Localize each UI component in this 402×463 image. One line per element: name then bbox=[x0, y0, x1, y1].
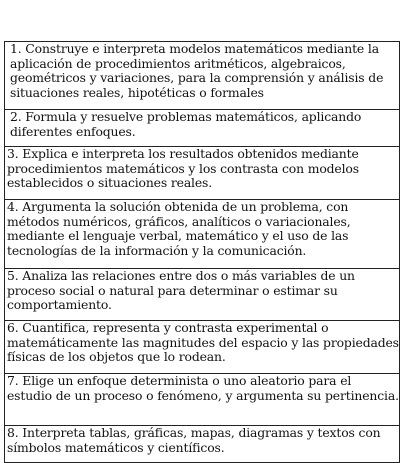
table-row bbox=[5, 321, 400, 374]
competencias-table bbox=[4, 41, 400, 463]
competencia-6: 6. Cuantifica, representa y contrasta experimental o matemáticamente las magnitudes del espacio y las propiedades físicas de los objetos que lo rodean. bbox=[5, 321, 400, 374]
table-row bbox=[5, 426, 400, 463]
table-row bbox=[5, 42, 400, 110]
competencia-8: 8. Interpreta tablas, gráficas, mapas, diagramas y textos con símbolos matemáticos y científicos. bbox=[5, 426, 400, 463]
competencia-3: 3. Explica e interpreta los resultados obtenidos mediante procedimientos matemáticos y los contrasta con modelos establecidos o situaciones reales. bbox=[5, 147, 400, 200]
competencia-1: 1. Construye e interpreta modelos matemáticos mediante la aplicación de procedimientos aritméticos, algebraicos, geométricos y variaciones, para la comprensión y análisis de situaciones reales, hipotéticas o formales bbox=[5, 42, 400, 110]
table-row bbox=[5, 110, 400, 147]
table-row bbox=[5, 200, 400, 269]
table-row bbox=[5, 374, 400, 426]
competencia-7: 7. Elige un enfoque determinista o uno aleatorio para el estudio de un proceso o fenómeno, y argumenta su pertinencia. bbox=[5, 374, 400, 426]
table-row bbox=[5, 269, 400, 321]
table-row bbox=[5, 147, 400, 200]
competencia-2: 2. Formula y resuelve problemas matemáticos, aplicando diferentes enfoques. bbox=[5, 110, 400, 147]
competencia-4: 4. Argumenta la solución obtenida de un problema, con métodos numéricos, gráficos, analíticos o variacionales, mediante el lenguaje verbal, matemático y el uso de las tecnologías de la información y la comunicación. bbox=[5, 200, 400, 269]
competencia-5: 5. Analiza las relaciones entre dos o más variables de un proceso social o natural para determinar o estimar su comportamiento. bbox=[5, 269, 400, 321]
